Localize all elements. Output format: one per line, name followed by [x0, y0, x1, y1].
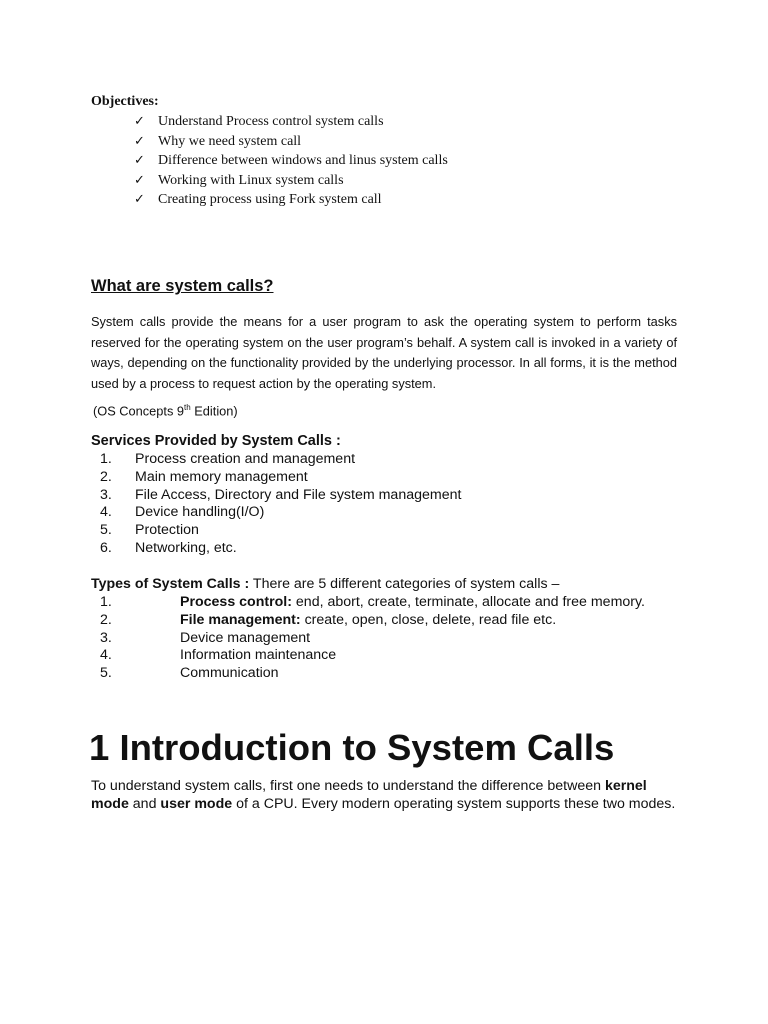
types-intro: Types of System Calls : There are 5 different categories of system calls – — [91, 576, 560, 592]
list-item: ✓ Understand Process control system calls — [134, 112, 448, 132]
services-list — [100, 451, 461, 558]
list-item: 6. Networking, etc. — [100, 539, 237, 556]
list-item: 4. Information maintenance — [100, 647, 337, 664]
objectives-title: Objectives: — [91, 94, 159, 109]
checkmark-icon: ✓ — [134, 192, 145, 207]
what-are-paragraph: System calls provide the means for a user program to ask the operating system to perform tasks reserved for the operating system on the user program’s behalf. A system call is invoked in a variety of ways, depending on the functionality provided by the underlying processor. In all forms, it is the method used by a process to request action by the operating system. — [91, 314, 677, 391]
list-item: ✓ Working with Linux system calls — [134, 171, 448, 191]
intro-heading: 1 Introduction to System Calls — [89, 727, 615, 768]
objectives-list — [134, 112, 448, 210]
checkmark-icon: ✓ — [134, 133, 145, 149]
list-item: 1. Process control: end, abort, create, terminate, allocate and free memory. — [100, 594, 645, 610]
checkmark-icon: ✓ — [134, 172, 145, 188]
list-item: ✓ Why we need system call — [134, 132, 448, 152]
citation: (OS Concepts 9th Edition) — [93, 403, 238, 419]
list-item: 1. Process creation and management — [100, 451, 356, 467]
intro-paragraph: To understand system calls, first one needs to understand the difference between kernel mode and user mode of a CPU. Every modern operating system supports these two modes. — [91, 778, 676, 812]
list-item: ✓ Creating process using Fork system call — [134, 190, 448, 210]
list-item: 3. Device management — [100, 629, 311, 646]
list-item: 2. File management: create, open, close, delete, read file etc. — [100, 611, 557, 628]
checkmark-icon: ✓ — [134, 153, 145, 168]
list-item: 4. Device handling(I/O) — [100, 504, 265, 521]
list-item: 2. Main memory management — [100, 468, 308, 485]
services-heading: Services Provided by System Calls : — [91, 433, 341, 449]
checkmark-icon: ✓ — [134, 114, 145, 129]
list-item: 5. Protection — [100, 522, 199, 539]
types-list — [100, 594, 645, 683]
what-are-heading: What are system calls? — [91, 277, 274, 295]
list-item: ✓ Difference between windows and linus system calls — [134, 151, 448, 171]
list-item: 3. File Access, Directory and File system management — [100, 486, 462, 503]
list-item: 5. Communication — [100, 665, 279, 682]
